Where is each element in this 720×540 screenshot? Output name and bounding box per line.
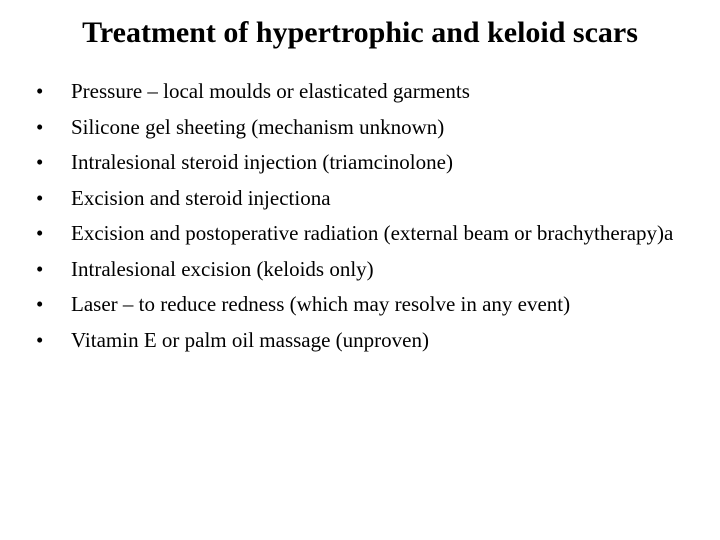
bullet-icon: •	[36, 327, 44, 352]
list-item	[36, 327, 676, 353]
bullet-text: Pressure – local moulds or elasticated garments	[71, 79, 470, 103]
bullet-icon: •	[36, 79, 44, 103]
bullet-icon: •	[36, 114, 44, 139]
bullet-icon: •	[36, 185, 44, 210]
bullet-icon: •	[36, 150, 44, 174]
bullet-text: Silicone gel sheeting (mechanism unknown)	[71, 114, 445, 139]
list-item	[36, 114, 676, 140]
bullet-text: Laser – to reduce redness (which may resolve in any event)	[71, 292, 571, 316]
bullet-text: Excision and postoperative radiation (external beam or brachytherapy)a	[71, 221, 674, 245]
bullet-icon: •	[36, 292, 44, 316]
bullet-text: Vitamin E or palm oil massage (unproven)	[71, 327, 429, 352]
bullet-text: Intralesional steroid injection (triamcinolone)	[71, 150, 453, 174]
list-item	[36, 256, 676, 282]
bullet-icon: •	[36, 221, 44, 245]
bullet-icon: •	[36, 256, 44, 281]
list-item	[36, 291, 676, 317]
bullet-text: Excision and steroid injectiona	[71, 185, 331, 210]
bullet-list	[36, 78, 676, 362]
bullet-text: Intralesional excision (keloids only)	[71, 256, 374, 281]
list-item	[36, 220, 676, 246]
list-item	[36, 185, 676, 211]
slide-title: Treatment of hypertrophic and keloid scars	[82, 16, 638, 49]
list-item	[36, 149, 676, 175]
list-item	[36, 78, 676, 104]
